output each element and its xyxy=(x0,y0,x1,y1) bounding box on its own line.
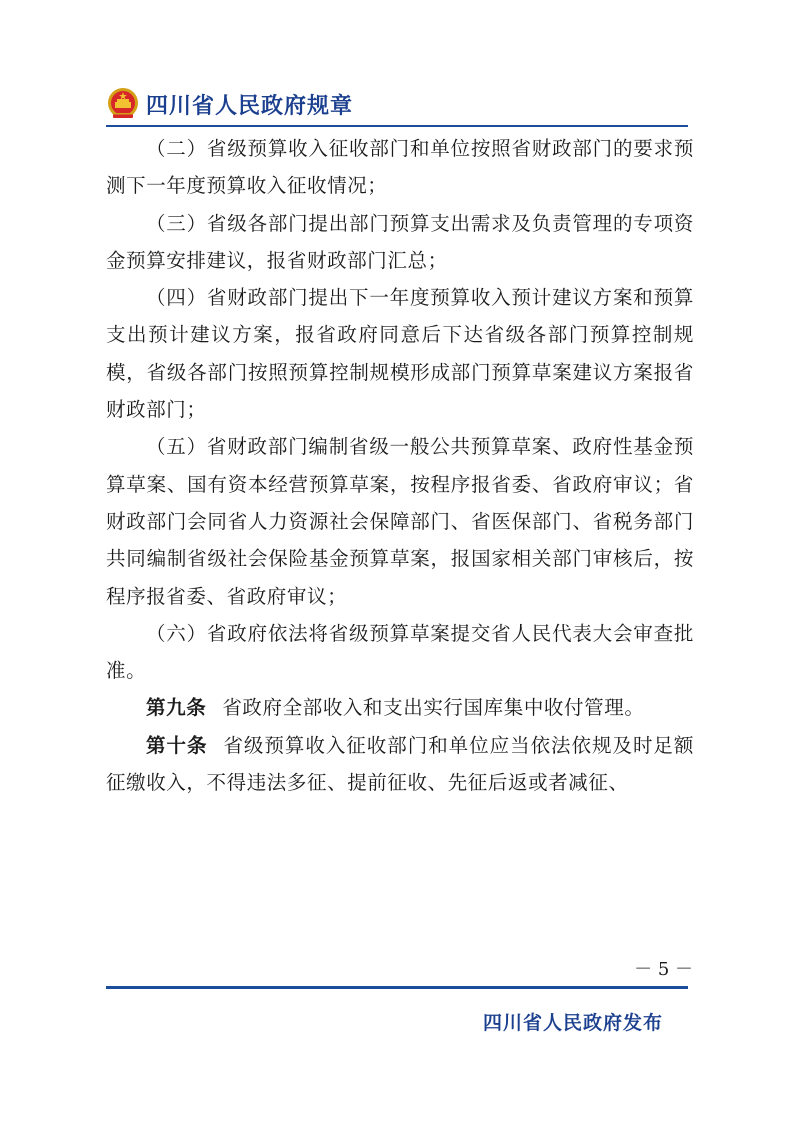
article-title: 第九条 xyxy=(146,696,207,720)
header-title: 四川省人民政府规章 xyxy=(146,93,354,119)
paragraph: （三）省级各部门提出部门预算支出需求及负责管理的专项资金预算安排建议，报省财政部门汇总； xyxy=(106,211,694,272)
publisher-label: 四川省人民政府发布 xyxy=(482,1012,663,1034)
article-paragraph xyxy=(106,689,694,726)
paragraph: （六）省政府依法将省级预算草案提交省人民代表大会审查批准。 xyxy=(106,621,694,683)
footer-rule xyxy=(106,986,688,989)
paragraph: （五）省财政部门编制省级一般公共预算草案、政府性基金预算草案、国有资本经营预算草案，按程序报省委、省政府审议；省财政部门会同省人力资源社会保障部门、省医保部门、省税务部门共同编制省级社会保险基金预算草案，报国家相关部门审核后，按程序报省委、省政府审议； xyxy=(106,435,694,608)
national-emblem-icon xyxy=(106,87,140,121)
article-text: 省政府全部收入和支出实行国库集中收付管理。 xyxy=(222,696,645,720)
paragraph: （二）省级预算收入征收部门和单位按照省财政部门的要求预测下一年度预算收入征收情况； xyxy=(106,137,694,198)
article-title: 第十条 xyxy=(146,733,208,757)
header-rule xyxy=(106,125,688,127)
page-number: － 5 － xyxy=(634,959,693,980)
article-text: 省级预算收入征收部门和单位应当依法依规及时足额征缴收入，不得违法多征、提前征收、先征后返或者减征、 xyxy=(106,733,694,795)
document-header xyxy=(106,84,353,124)
article-paragraph xyxy=(106,727,694,802)
paragraph: （四）省财政部门提出下一年度预算收入预计建议方案和预算支出预计建议方案，报省政府同意后下达省级各部门预算控制规模，省级各部门按照预算控制规模形成部门预算草案建议方案报省财政部门； xyxy=(106,286,694,422)
document-body xyxy=(106,130,694,801)
